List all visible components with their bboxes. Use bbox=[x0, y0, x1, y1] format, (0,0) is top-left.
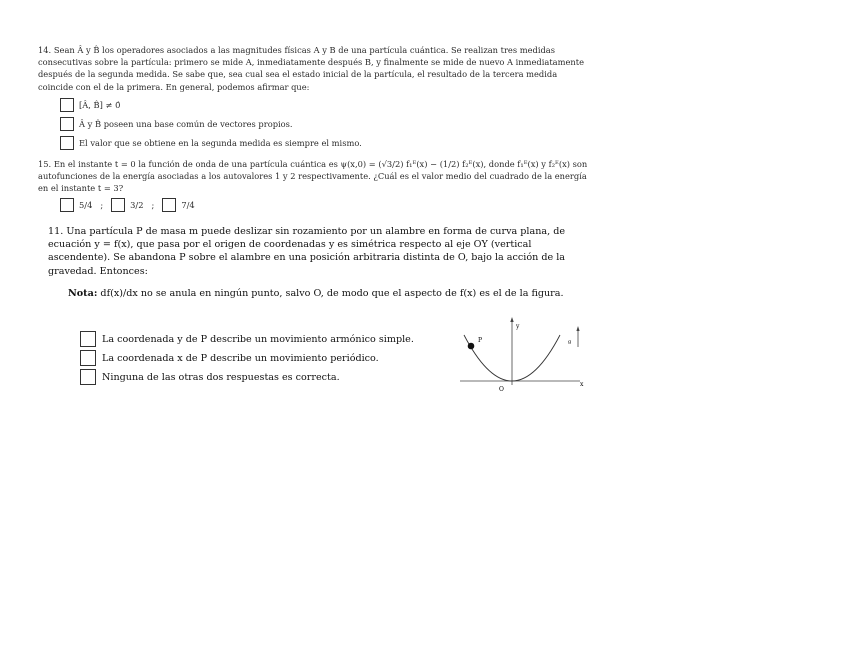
note-label: Nota: bbox=[68, 288, 98, 299]
note bbox=[68, 287, 583, 300]
checkbox[interactable] bbox=[60, 117, 74, 131]
option-14-c[interactable] bbox=[60, 136, 362, 150]
question-number: 15. bbox=[38, 159, 52, 169]
option-label: Â y B̂ poseen una base común de vectores propios. bbox=[79, 119, 293, 129]
checkbox[interactable] bbox=[80, 369, 96, 385]
checkbox[interactable] bbox=[60, 198, 74, 212]
options-15 bbox=[60, 198, 195, 212]
question-11 bbox=[48, 225, 583, 278]
option-label: El valor que se obtiene en la segunda medida es siempre el mismo. bbox=[79, 138, 362, 148]
gravity-arrow-head bbox=[576, 326, 579, 331]
question-number: 14. bbox=[38, 45, 52, 55]
option-label: La coordenada x de P describe un movimiento periódico. bbox=[102, 352, 379, 364]
point-label-p: P bbox=[478, 337, 483, 344]
question-15 bbox=[38, 158, 588, 195]
option-11-a[interactable] bbox=[80, 331, 414, 347]
y-axis-arrow bbox=[510, 317, 513, 322]
checkbox[interactable] bbox=[60, 136, 74, 150]
question-text: En el instante t = 0 la función de onda de una partícula cuántica es ψ(x,0) = (√3/2) f₁ᴱ(x) − (1/2) f₂ᴱ(x), donde f₁ᴱ(x) y f₂ᴱ(x) son autofunciones de la energía asociadas a los autovalores 1 y 2 respectivamente. ¿Cuál es el valor medio del cuadrado de la energía en el instante t = 3? bbox=[38, 159, 588, 194]
question-text: Sean Â y B̂ los operadores asociados a las magnitudes físicas A y B de una partícula cuántica. Se realizan tres medidas consecutivas sobre la partícula: primero se mide A, inmediatamente después B, y finalmente se mide de nuevo A inmediatamente después de la segunda medida. Se sabe que, sea cual sea el estado inicial de la partícula, el resultado de la tercera medida coincide con el de la primera. En general, podemos afirmar que: bbox=[38, 45, 584, 92]
x-axis-label: x bbox=[580, 381, 584, 388]
option-label: La coordenada y de P describe un movimiento armónico simple. bbox=[102, 333, 414, 345]
option-14-b[interactable] bbox=[60, 117, 293, 131]
checkbox[interactable] bbox=[162, 198, 176, 212]
checkbox[interactable] bbox=[60, 98, 74, 112]
option-label: Ninguna de las otras dos respuestas es correcta. bbox=[102, 371, 340, 383]
curve-figure bbox=[452, 315, 597, 395]
separator: ; bbox=[151, 200, 155, 210]
y-axis-label: y bbox=[516, 323, 520, 330]
note-text: df(x)/dx no se anula en ningún punto, salvo O, de modo que el aspecto de f(x) es el de la figura. bbox=[100, 288, 564, 299]
option-label: 7/4 bbox=[181, 200, 195, 210]
option-label: 5/4 bbox=[79, 200, 93, 210]
question-text: Una partícula P de masa m puede deslizar sin rozamiento por un alambre en forma de curva plana, de ecuación y = f(x), que pasa por el origen de coordenadas y es simétrica respecto al eje OY (vertical ascendente). Se abandona P sobre el alambre en una posición arbitraria distinta de O, bajo la acción de la gravedad. Entonces: bbox=[48, 226, 566, 277]
option-11-b[interactable] bbox=[80, 350, 379, 366]
checkbox[interactable] bbox=[111, 198, 125, 212]
option-label: [Â, B̂] ≠ 0̂ bbox=[79, 100, 121, 110]
checkbox[interactable] bbox=[80, 350, 96, 366]
gravity-label: g bbox=[568, 339, 572, 345]
particle-p bbox=[468, 343, 475, 350]
option-11-c[interactable] bbox=[80, 369, 340, 385]
separator: ; bbox=[100, 200, 104, 210]
option-14-a[interactable] bbox=[60, 98, 120, 112]
option-label: 3/2 bbox=[130, 200, 144, 210]
checkbox[interactable] bbox=[80, 331, 96, 347]
origin-label: O bbox=[499, 386, 504, 393]
question-number: 11. bbox=[48, 226, 64, 237]
question-14 bbox=[38, 44, 588, 93]
